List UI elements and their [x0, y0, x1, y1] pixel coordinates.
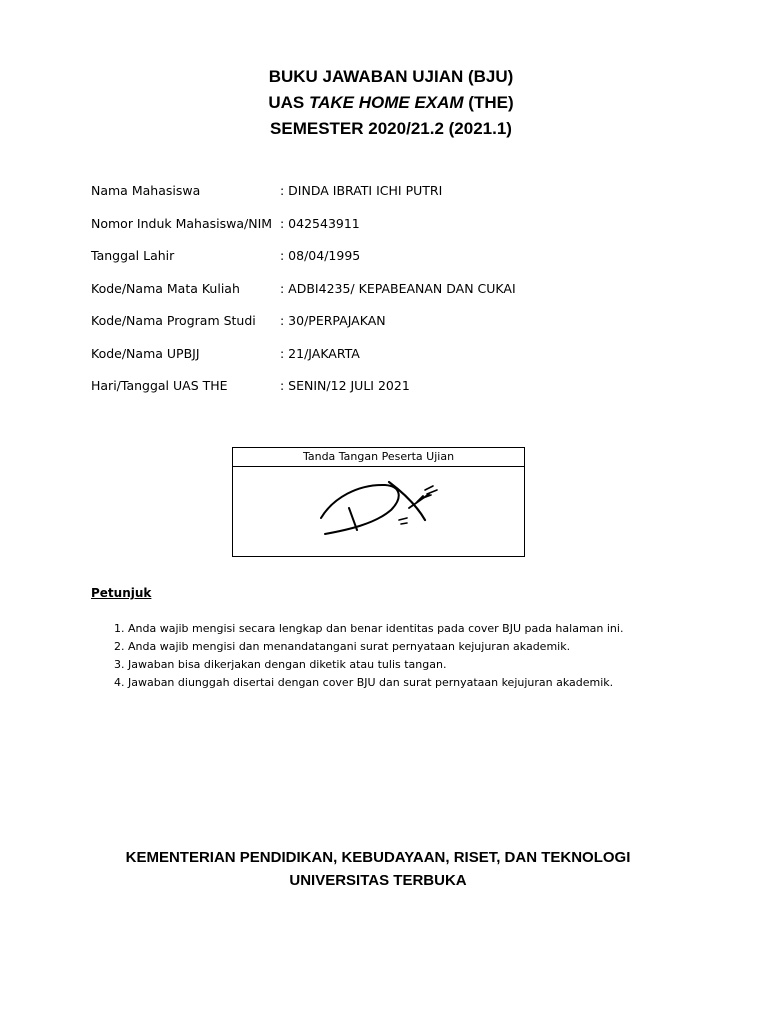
identity-value: : 042543911 — [280, 215, 360, 231]
identity-row-upbjj — [91, 344, 691, 377]
identity-value: : 30/PERPAJAKAN — [280, 313, 386, 328]
title-line-3: SEMESTER 2020/21.2 (2021.1) — [270, 119, 512, 138]
identity-label: Hari/Tanggal UAS THE — [91, 378, 228, 393]
handwritten-signature — [313, 472, 453, 542]
instruction-item: 4. Jawaban diunggah disertai dengan cover BJU dan surat pernyataan kejujuran akademik. — [114, 676, 614, 689]
instruction-item: 1. Anda wajib mengisi secara lengkap dan benar identitas pada cover BJU pada halaman ini. — [114, 622, 624, 635]
ministry-name: KEMENTERIAN PENDIDIKAN, KEBUDAYAAN, RISET, DAN TEKNOLOGI — [125, 849, 631, 866]
identity-row-name — [91, 181, 691, 214]
signature-box — [232, 447, 525, 557]
identity-row-nim — [91, 214, 691, 247]
identity-value: : 08/04/1995 — [280, 248, 361, 263]
identity-label: Kode/Nama UPBJJ — [91, 345, 200, 361]
identity-label: Nomor Induk Mahasiswa/NIM — [91, 215, 273, 231]
identity-row-birthdate — [91, 246, 691, 279]
title-line-2-italic: TAKE HOME EXAM — [309, 93, 464, 112]
university-name: UNIVERSITAS TERBUKA — [289, 872, 467, 889]
identity-label: Kode/Nama Program Studi — [91, 313, 256, 328]
institution-footer — [0, 846, 756, 892]
identity-value: : 21/JAKARTA — [280, 345, 360, 361]
identity-row-program — [91, 311, 691, 344]
identity-value: : DINDA IBRATI ICHI PUTRI — [280, 183, 443, 198]
title-line-1: BUKU JAWABAN UJIAN (BJU) — [268, 67, 514, 86]
identity-value: : ADBI4235/ KEPABEANAN DAN CUKAI — [280, 280, 516, 296]
instruction-item: 3. Jawaban bisa dikerjakan dengan diketik atau tulis tangan. — [114, 658, 447, 671]
signature-header: Tanda Tangan Peserta Ujian — [233, 448, 524, 467]
title-line-2-prefix: UAS — [268, 93, 309, 112]
identity-label: Nama Mahasiswa — [91, 183, 201, 198]
instructions-heading: Petunjuk — [91, 586, 152, 600]
document-title — [0, 64, 768, 142]
identity-row-exam-date — [91, 376, 691, 409]
identity-label: Tanggal Lahir — [91, 248, 175, 263]
title-line-2 — [0, 90, 768, 116]
instruction-item: 2. Anda wajib mengisi dan menandatangani surat pernyataan kejujuran akademik. — [114, 640, 571, 653]
identity-label: Kode/Nama Mata Kuliah — [91, 280, 240, 296]
title-line-2-suffix: (THE) — [463, 93, 514, 112]
identity-section — [91, 181, 691, 409]
identity-row-course — [91, 279, 691, 312]
instructions-list — [114, 620, 623, 692]
identity-value: : SENIN/12 JULI 2021 — [280, 378, 410, 393]
